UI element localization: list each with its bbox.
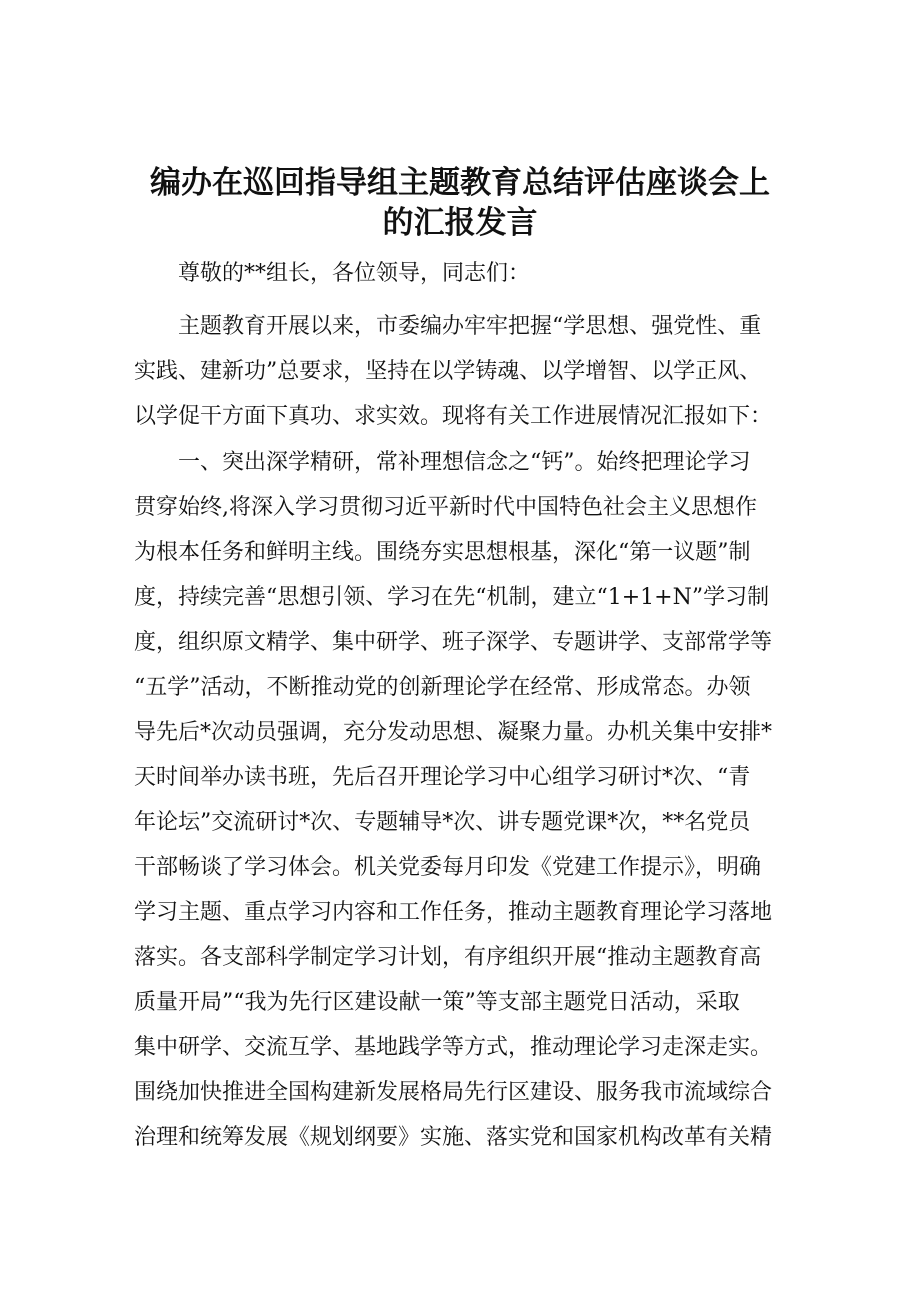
section1-line: 落实。各支部科学制定学习计划，有序组织开展“推动主题教育高 xyxy=(134,945,762,970)
document-title-line-2: 的汇报发言 xyxy=(382,205,538,241)
section1-line: 围绕加快推进全国构建新发展格局先行区建设、服务我市流域综合 xyxy=(134,1080,773,1105)
section1-line: 导先后*次动员强调，充分发动思想、凝聚力量。办机关集中安排* xyxy=(134,720,773,745)
section1-line: 贯穿始终,将深入学习贯彻习近平新时代中国特色社会主义思想作 xyxy=(134,495,757,520)
section1-line: 度，持续完善“思想引领、学习在先“机制，建立“1+1+N”学习制 xyxy=(134,585,770,610)
salutation: 尊敬的**组长，各位领导，同志们： xyxy=(178,261,531,286)
intro-line: 主题教育开展以来，市委编办牢牢把握“学思想、强党性、重 xyxy=(178,314,762,339)
section1-line: “五学”活动，不断推动党的创新理论学在经常、形成常态。办领 xyxy=(134,675,751,700)
intro-line: 以学促干方面下真功、求实效。现将有关工作进展情况汇报如下： xyxy=(134,404,773,429)
section1-heading-line: 一、突出深学精研，常补理想信念之“钙”。始终把理论学习 xyxy=(178,450,751,475)
section1-line: 学习主题、重点学习内容和工作任务，推动主题教育理论学习落地 xyxy=(134,900,773,925)
section1-line: 为根本任务和鲜明主线。围绕夯实思想根基，深化“第一议题”制 xyxy=(134,540,751,565)
section1-line: 质量开局”“我为先行区建设献一策”等支部主题党日活动，采取 xyxy=(134,990,740,1015)
section1-line: 度，组织原文精学、集中研学、班子深学、专题讲学、支部常学等 xyxy=(134,630,773,655)
intro-line: 实践、建新功”总要求，坚持在以学铸魂、以学增智、以学正风、 xyxy=(134,359,762,384)
section1-line: 年论坛”交流研讨*次、专题辅导*次、讲专题党课*次，**名党员 xyxy=(134,810,751,835)
section1-line: 干部畅谈了学习体会。机关党委每月印发《党建工作提示》，明确 xyxy=(134,855,762,880)
document-title-line-1: 编办在巡回指导组主题教育总结评估座谈会上 xyxy=(150,165,770,201)
section1-line: 天时间举办读书班，先后召开理论学习中心组学习研讨*次、“青 xyxy=(134,765,751,790)
section1-line: 治理和统筹发展《规划纲要》实施、落实党和国家机构改革有关精 xyxy=(134,1125,773,1150)
section1-line: 集中研学、交流互学、基地践学等方式，推动理论学习走深走实。 xyxy=(134,1035,773,1060)
